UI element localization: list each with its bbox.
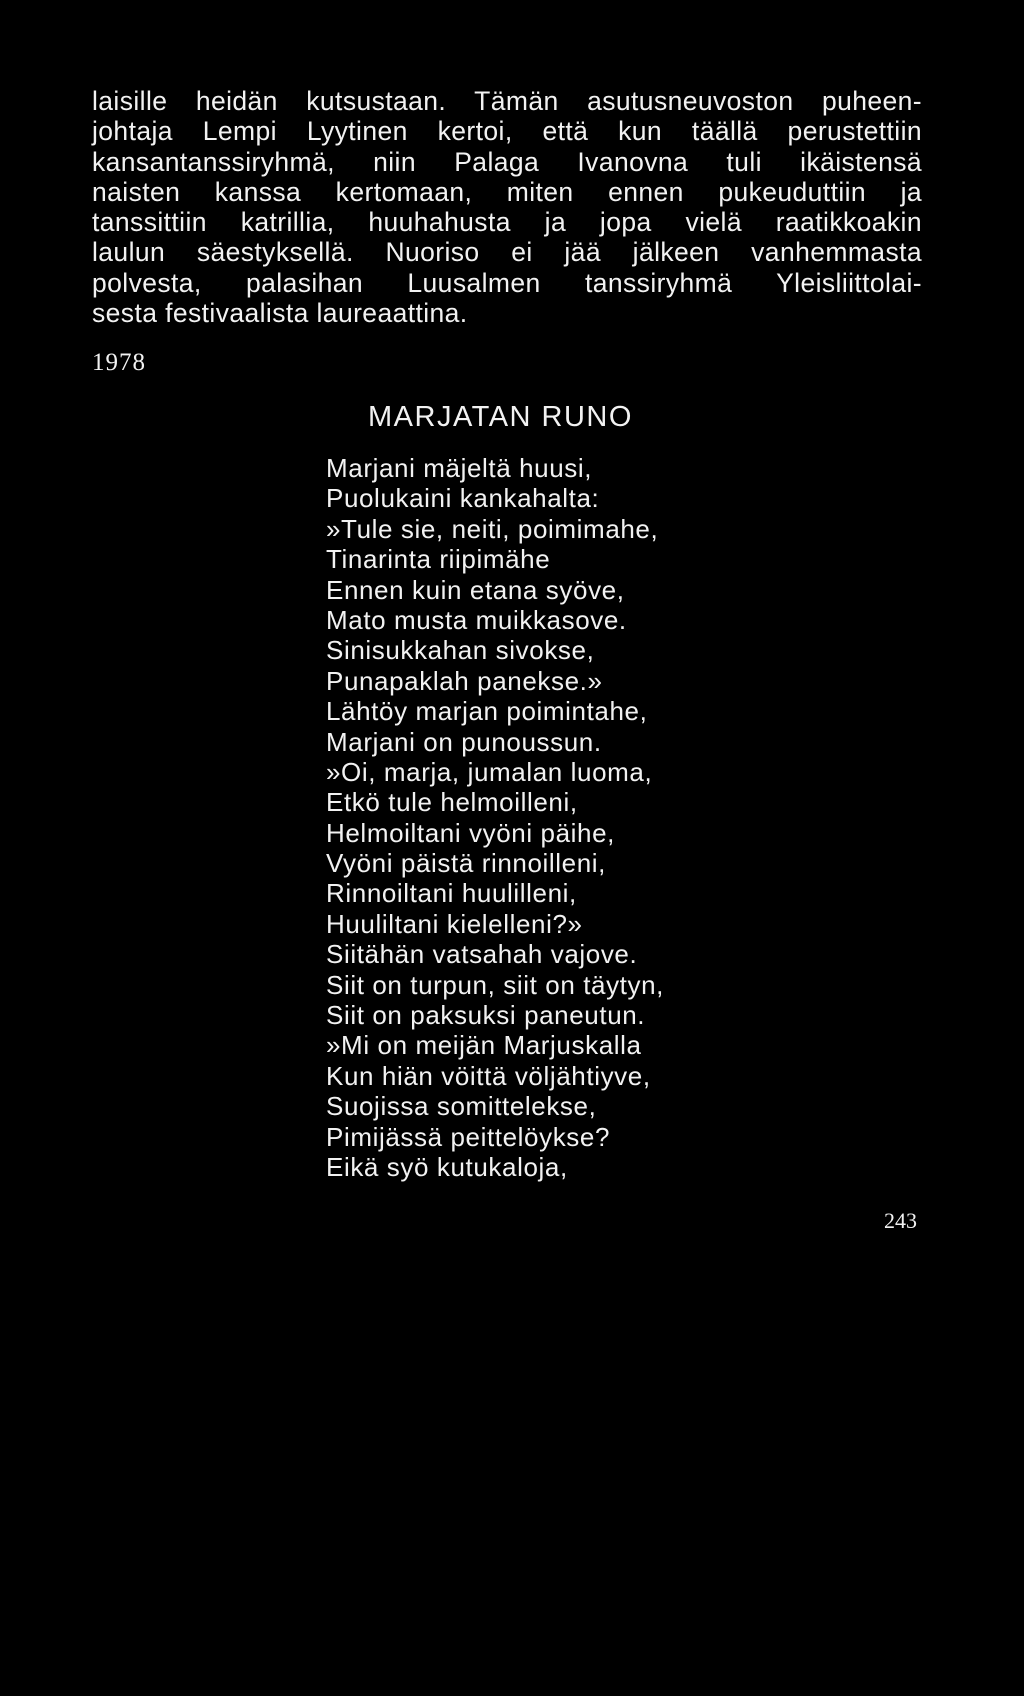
verse-line: Pimijässä peittelöykse? [326,1121,611,1152]
verse-line: Siit on paksuksi paneutun. [326,1000,646,1031]
verse-line: Helmoiltani vyöni päihe, [326,817,615,848]
poem-title: MARJATAN RUNO [368,401,633,433]
verse-line: Lähtöy marjan poimintahe, [326,696,648,727]
verse-line: »Tule sie, neiti, poimimahe, [326,513,659,544]
verse-line: »Mi on meijän Marjuskalla [326,1030,642,1061]
verse-line: Siit on turpun, siit on täytyn, [326,969,664,1000]
verse-line: Vyöni päistä rinnoilleni, [326,848,606,879]
verse-line: Ennen kuin etana syöve, [326,574,625,605]
verse-line: Kun hiän vöittä völjähtiyve, [326,1060,651,1091]
prose-line: sesta festivaalista laureaattina. [92,298,468,329]
prose-line: polvesta, palasihan Luusalmen tanssiryhmä Yleisliittolai- [92,267,922,298]
prose-paragraph [92,86,922,328]
prose-line: johtaja Lempi Lyytinen kertoi, että kun täällä perustettiin [92,116,922,147]
verse-line: Mato musta muikkasove. [326,604,627,635]
prose-line: tanssittiin katrillia, huuhahusta ja jopa vielä raatikkoakin [92,207,922,238]
prose-line: laulun säestyksellä. Nuoriso ei jää jälkeen vanhemmasta [92,237,922,268]
verse-line: Marjani on punoussun. [326,726,602,757]
verse-line: Marjani mäjeltä huusi, [326,453,593,483]
prose-line: naisten kanssa kertomaan, miten ennen pukeuduttiin ja [92,176,922,207]
verse-line: Tinarinta riipimähe [326,544,551,575]
verse-line: Sinisukkahan sivokse, [326,635,595,666]
page-number: 243 [884,1208,917,1233]
verse-line: Suojissa somittelekse, [326,1091,597,1122]
verse-line: Punapaklah panekse.» [326,665,603,696]
verse-line: »Oi, marja, jumalan luoma, [326,756,653,787]
verse-line: Huuliltani kielelleni?» [326,908,583,939]
verse-line: Etkö tule helmoilleni, [326,787,578,818]
poem-verses [326,453,926,1182]
prose-line: laisille heidän kutsustaan. Tämän asutusneuvoston puheen- [92,86,922,116]
verse-line: Rinnoiltani huulilleni, [326,878,577,909]
verse-line: Puolukaini kankahalta: [326,483,600,514]
verse-line: Siitähän vatsahah vajove. [326,939,638,970]
year-label: 1978 [92,349,146,376]
verse-line: Eikä syö kutukaloja, [326,1151,568,1182]
prose-line: kansantanssiryhmä, niin Palaga Ivanovna tuli ikäistensä [92,146,922,177]
